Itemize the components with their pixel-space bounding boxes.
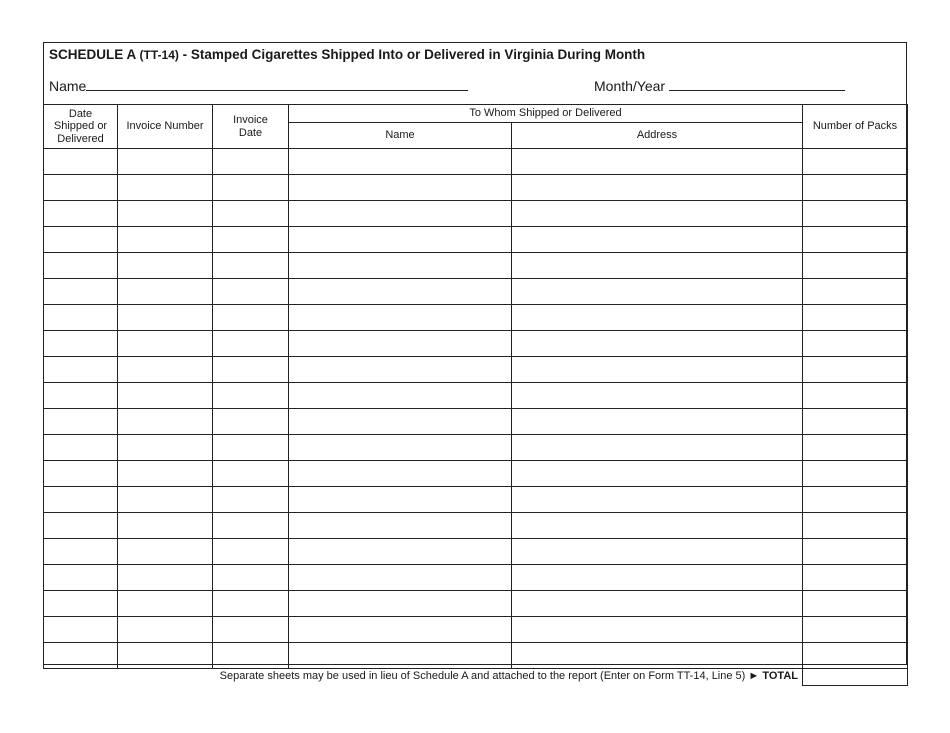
title-code: (TT-14) bbox=[139, 48, 179, 62]
date-cell[interactable] bbox=[44, 435, 118, 461]
invoice-date-cell[interactable] bbox=[213, 175, 289, 201]
date-cell[interactable] bbox=[44, 565, 118, 591]
month-year-field[interactable] bbox=[669, 76, 845, 91]
name-cell[interactable] bbox=[289, 383, 512, 409]
invoice-date-cell[interactable] bbox=[213, 513, 289, 539]
name-cell[interactable] bbox=[289, 487, 512, 513]
table-row bbox=[44, 591, 908, 617]
table-row bbox=[44, 435, 908, 461]
date-cell[interactable] bbox=[44, 539, 118, 565]
table-row bbox=[44, 279, 908, 305]
date-cell[interactable] bbox=[44, 149, 118, 175]
invoice-number-cell[interactable] bbox=[118, 435, 213, 461]
footer-note-text: Separate sheets may be used in lieu of Schedule A and attached to the report (Enter on Form TT-14, Line 5) bbox=[219, 670, 749, 682]
date-cell[interactable] bbox=[44, 487, 118, 513]
address-cell[interactable] bbox=[512, 175, 803, 201]
address-cell[interactable] bbox=[512, 227, 803, 253]
invoice-date-cell[interactable] bbox=[213, 617, 289, 643]
date-cell[interactable] bbox=[44, 461, 118, 487]
packs-cell[interactable] bbox=[803, 149, 908, 175]
invoice-date-cell[interactable] bbox=[213, 409, 289, 435]
name-row bbox=[49, 76, 468, 94]
address-cell[interactable] bbox=[512, 487, 803, 513]
invoice-date-cell[interactable] bbox=[213, 383, 289, 409]
date-cell[interactable] bbox=[44, 513, 118, 539]
date-cell[interactable] bbox=[44, 357, 118, 383]
invoice-date-cell[interactable] bbox=[213, 435, 289, 461]
table-row bbox=[44, 331, 908, 357]
address-cell[interactable] bbox=[512, 461, 803, 487]
date-cell[interactable] bbox=[44, 617, 118, 643]
invoice-date-cell[interactable] bbox=[213, 461, 289, 487]
address-cell[interactable] bbox=[512, 409, 803, 435]
name-cell[interactable] bbox=[289, 253, 512, 279]
name-cell[interactable] bbox=[289, 591, 512, 617]
invoice-number-cell[interactable] bbox=[118, 305, 213, 331]
address-cell[interactable] bbox=[512, 539, 803, 565]
packs-cell[interactable] bbox=[803, 409, 908, 435]
packs-cell[interactable] bbox=[803, 175, 908, 201]
address-cell[interactable] bbox=[512, 305, 803, 331]
name-cell[interactable] bbox=[289, 201, 512, 227]
footer-note bbox=[220, 670, 798, 682]
header-date-line1: Date bbox=[68, 107, 93, 120]
arrow-icon: ► bbox=[748, 670, 760, 682]
form-title bbox=[49, 47, 645, 62]
name-cell[interactable] bbox=[289, 149, 512, 175]
header-invoice-date-line2: Date bbox=[238, 126, 263, 139]
address-cell[interactable] bbox=[512, 383, 803, 409]
date-cell[interactable] bbox=[44, 201, 118, 227]
date-cell[interactable] bbox=[44, 383, 118, 409]
invoice-number-cell[interactable] bbox=[118, 617, 213, 643]
name-cell[interactable] bbox=[289, 513, 512, 539]
header-address: Address bbox=[512, 123, 803, 149]
packs-cell[interactable] bbox=[803, 513, 908, 539]
table-row bbox=[44, 357, 908, 383]
name-cell[interactable] bbox=[289, 409, 512, 435]
invoice-date-cell[interactable] bbox=[213, 279, 289, 305]
table-row bbox=[44, 201, 908, 227]
packs-cell[interactable] bbox=[803, 305, 908, 331]
invoice-date-cell[interactable] bbox=[213, 591, 289, 617]
name-cell[interactable] bbox=[289, 565, 512, 591]
date-cell[interactable] bbox=[44, 331, 118, 357]
table-row bbox=[44, 461, 908, 487]
name-cell[interactable] bbox=[289, 279, 512, 305]
invoice-number-cell[interactable] bbox=[118, 565, 213, 591]
table-row bbox=[44, 487, 908, 513]
invoice-date-cell[interactable] bbox=[213, 357, 289, 383]
table-row bbox=[44, 383, 908, 409]
table-row bbox=[44, 149, 908, 175]
address-cell[interactable] bbox=[512, 513, 803, 539]
header-date-line2: Shipped or bbox=[53, 120, 108, 133]
packs-cell[interactable] bbox=[803, 591, 908, 617]
table-body bbox=[44, 149, 908, 669]
total-label: TOTAL bbox=[762, 670, 798, 682]
address-cell[interactable] bbox=[512, 149, 803, 175]
packs-cell[interactable] bbox=[803, 565, 908, 591]
invoice-number-cell[interactable] bbox=[118, 409, 213, 435]
packs-cell[interactable] bbox=[803, 435, 908, 461]
date-cell[interactable] bbox=[44, 279, 118, 305]
invoice-number-cell[interactable] bbox=[118, 591, 213, 617]
invoice-date-cell[interactable] bbox=[213, 331, 289, 357]
invoice-date-cell[interactable] bbox=[213, 305, 289, 331]
packs-cell[interactable] bbox=[803, 617, 908, 643]
invoice-number-cell[interactable] bbox=[118, 149, 213, 175]
invoice-number-cell[interactable] bbox=[118, 279, 213, 305]
packs-cell[interactable] bbox=[803, 253, 908, 279]
header-number-of-packs: Number of Packs bbox=[803, 105, 908, 149]
month-year-label: Month/Year bbox=[594, 78, 666, 94]
date-cell[interactable] bbox=[44, 227, 118, 253]
name-cell[interactable] bbox=[289, 435, 512, 461]
invoice-number-cell[interactable] bbox=[118, 461, 213, 487]
date-cell[interactable] bbox=[44, 409, 118, 435]
name-cell[interactable] bbox=[289, 331, 512, 357]
name-cell[interactable] bbox=[289, 617, 512, 643]
month-year-row bbox=[594, 76, 845, 94]
invoice-number-cell[interactable] bbox=[118, 539, 213, 565]
invoice-date-cell[interactable] bbox=[213, 253, 289, 279]
header-invoice-date-line1: Invoice bbox=[233, 114, 268, 126]
table-row bbox=[44, 409, 908, 435]
table-row bbox=[44, 227, 908, 253]
address-cell[interactable] bbox=[512, 357, 803, 383]
invoice-number-cell[interactable] bbox=[118, 331, 213, 357]
header-invoice-number: Invoice Number bbox=[118, 105, 213, 149]
invoice-date-cell[interactable] bbox=[213, 149, 289, 175]
invoice-number-cell[interactable] bbox=[118, 513, 213, 539]
invoice-number-cell[interactable] bbox=[118, 201, 213, 227]
shipments-table bbox=[43, 104, 908, 669]
packs-cell[interactable] bbox=[803, 279, 908, 305]
date-cell[interactable] bbox=[44, 253, 118, 279]
total-field[interactable] bbox=[802, 665, 908, 686]
packs-cell[interactable] bbox=[803, 487, 908, 513]
name-label: Name bbox=[49, 78, 87, 94]
packs-cell[interactable] bbox=[803, 357, 908, 383]
packs-cell[interactable] bbox=[803, 331, 908, 357]
address-cell[interactable] bbox=[512, 331, 803, 357]
address-cell[interactable] bbox=[512, 253, 803, 279]
invoice-date-cell[interactable] bbox=[213, 487, 289, 513]
name-field[interactable] bbox=[86, 76, 468, 91]
name-cell[interactable] bbox=[289, 227, 512, 253]
packs-cell[interactable] bbox=[803, 461, 908, 487]
invoice-date-cell[interactable] bbox=[213, 539, 289, 565]
address-cell[interactable] bbox=[512, 565, 803, 591]
invoice-date-cell[interactable] bbox=[213, 565, 289, 591]
invoice-number-cell[interactable] bbox=[118, 487, 213, 513]
date-cell[interactable] bbox=[44, 591, 118, 617]
title-rest: - Stamped Cigarettes Shipped Into or Delivered in Virginia During Month bbox=[178, 47, 646, 62]
invoice-number-cell[interactable] bbox=[118, 357, 213, 383]
header-to-whom: To Whom Shipped or Delivered bbox=[289, 105, 803, 123]
invoice-date-cell[interactable] bbox=[213, 201, 289, 227]
packs-cell[interactable] bbox=[803, 227, 908, 253]
table-row bbox=[44, 513, 908, 539]
table-row bbox=[44, 253, 908, 279]
address-cell[interactable] bbox=[512, 591, 803, 617]
invoice-number-cell[interactable] bbox=[118, 227, 213, 253]
name-cell[interactable] bbox=[289, 175, 512, 201]
table-row bbox=[44, 539, 908, 565]
invoice-number-cell[interactable] bbox=[118, 253, 213, 279]
invoice-number-cell[interactable] bbox=[118, 175, 213, 201]
schedule-a-form bbox=[43, 42, 907, 665]
header-date-line3: Delivered bbox=[57, 132, 104, 145]
table-row bbox=[44, 175, 908, 201]
table-row bbox=[44, 565, 908, 591]
address-cell[interactable] bbox=[512, 435, 803, 461]
table-row bbox=[44, 305, 908, 331]
packs-cell[interactable] bbox=[803, 383, 908, 409]
header-invoice-date bbox=[213, 105, 289, 149]
invoice-date-cell[interactable] bbox=[213, 227, 289, 253]
address-cell[interactable] bbox=[512, 201, 803, 227]
address-cell[interactable] bbox=[512, 279, 803, 305]
date-cell[interactable] bbox=[44, 175, 118, 201]
table-row bbox=[44, 617, 908, 643]
header-date bbox=[44, 105, 118, 149]
packs-cell[interactable] bbox=[803, 539, 908, 565]
name-cell[interactable] bbox=[289, 461, 512, 487]
header-name: Name bbox=[289, 123, 512, 149]
name-cell[interactable] bbox=[289, 539, 512, 565]
name-cell[interactable] bbox=[289, 305, 512, 331]
packs-cell[interactable] bbox=[803, 201, 908, 227]
name-cell[interactable] bbox=[289, 357, 512, 383]
footer bbox=[0, 665, 950, 687]
date-cell[interactable] bbox=[44, 305, 118, 331]
title-prefix: SCHEDULE A bbox=[49, 47, 136, 62]
invoice-number-cell[interactable] bbox=[118, 383, 213, 409]
address-cell[interactable] bbox=[512, 617, 803, 643]
